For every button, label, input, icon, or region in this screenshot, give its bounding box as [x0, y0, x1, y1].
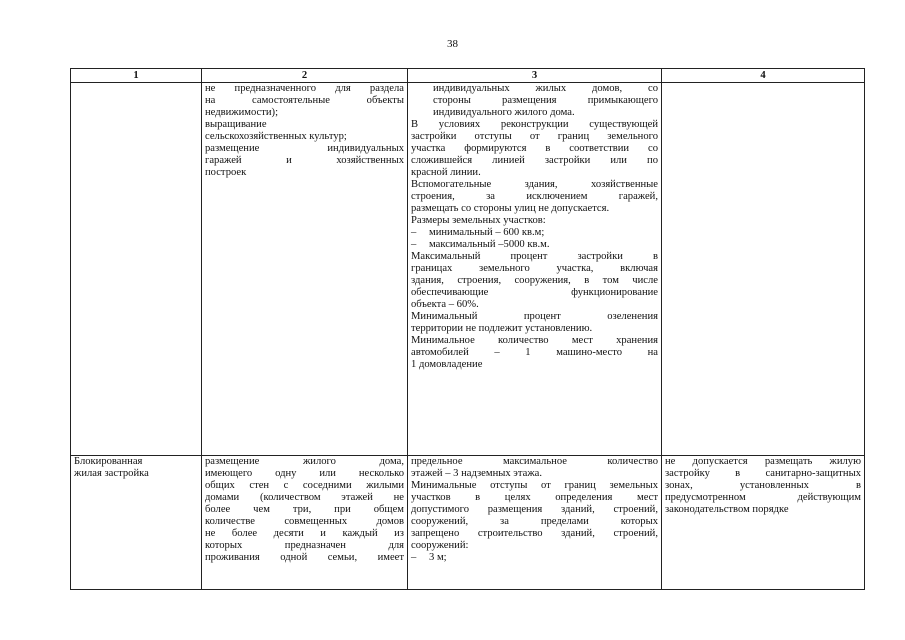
text-line: не предназначенного для раздела: [205, 83, 404, 94]
text-line: размещение индивидуальных: [205, 143, 404, 154]
text-line: недвижимости);: [205, 107, 279, 118]
row2-col3-cell: [408, 456, 662, 590]
min-greenery-paragraph: [411, 311, 658, 335]
text-line: 1 домовладение: [411, 359, 483, 370]
text-line: участков в целях определения мест: [411, 492, 658, 503]
text-line: зонах, установленных в: [665, 480, 861, 491]
max-building-percent-paragraph: [411, 251, 658, 311]
dash-marker: –: [411, 239, 417, 250]
text-line: более чем три, при общем: [205, 504, 404, 515]
table-header-row: [71, 69, 865, 83]
text-line: индивидуального жилого дома.: [433, 107, 575, 118]
text-line: Вспомогательные здания, хозяйственные: [411, 179, 658, 190]
text-line: Минимальный процент озеленения: [411, 311, 658, 322]
text-line: не допускается размещать жилую: [665, 456, 861, 467]
header-col-2: 2: [202, 69, 408, 83]
text-line: участка формируются в соответствии со: [411, 143, 658, 154]
text-line: законодательством порядке: [665, 504, 789, 515]
text-line: обеспечивающие функционирование: [411, 287, 658, 298]
text-line: застройку в санитарно-защитных: [665, 468, 861, 479]
reconstruction-paragraph: [411, 119, 658, 179]
text-line: количестве совмещенных домов: [205, 516, 404, 527]
list-item: [411, 227, 658, 239]
neighbor-setback-paragraph: [411, 83, 658, 119]
list-item-text: максимальный –5000 кв.м.: [429, 239, 550, 250]
text-line: сооружений, за пределами которых: [411, 516, 658, 527]
list-item-text: 3 м;: [429, 552, 447, 563]
text-line: размещать со стороны улиц не допускается.: [411, 203, 610, 214]
plot-sizes-paragraph: [411, 215, 658, 251]
dash-marker: –: [411, 552, 417, 563]
text-line: застройки отступы от границ земельного: [411, 131, 658, 142]
row1-col3-cell: [408, 83, 662, 456]
list-item: [411, 552, 658, 564]
text-line: этажей – 3 надземных этажа.: [411, 468, 542, 479]
text-line: объекта – 60%.: [411, 299, 479, 310]
zone-name-line: жилая застройка: [74, 468, 149, 479]
text-line: строения, за исключением гаражей,: [411, 191, 658, 202]
plot-sizes-title: Размеры земельных участков:: [411, 215, 546, 226]
text-line: построек: [205, 167, 247, 178]
text-line: сельскохозяйственных культур;: [205, 131, 347, 142]
text-line: предусмотренном действующим: [665, 492, 861, 503]
header-col-3: 3: [408, 69, 662, 83]
list-item-text: минимальный – 600 кв.м;: [429, 227, 545, 238]
table-row: [71, 456, 865, 590]
text-line: домами (количеством этажей не: [205, 492, 404, 503]
min-parking-paragraph: [411, 335, 658, 371]
text-line: проживания одной семьи, имеет: [205, 552, 404, 563]
text-line: территории не подлежит установлению.: [411, 323, 593, 334]
text-line: Минимальное количество мест хранения: [411, 335, 658, 346]
text-line: границах земельного участка, включая: [411, 263, 658, 274]
dash-marker: –: [411, 227, 417, 238]
text-line: сложившейся линией застройки или по: [411, 155, 658, 166]
text-line: Минимальные отступы от границ земельных: [411, 480, 658, 491]
text-line: гаражей и хозяйственных: [205, 155, 404, 166]
row1-col1-cell: [71, 83, 202, 456]
text-line: предельное максимальное количество: [411, 456, 658, 467]
row2-col2-cell: [202, 456, 408, 590]
text-line: Максимальный процент застройки в: [411, 251, 658, 262]
list-item: [411, 239, 658, 251]
text-line: сооружений:: [411, 540, 469, 551]
table-row: [71, 83, 865, 456]
text-line: стороны размещения примыкающего: [433, 95, 658, 106]
page-number: 38: [447, 38, 458, 50]
text-line: выращивание: [205, 119, 267, 130]
text-line: индивидуальных жилых домов, со: [433, 83, 658, 94]
text-line: не более десяти и каждый из: [205, 528, 404, 539]
text-line: которых предназначен для: [205, 540, 404, 551]
max-floors-paragraph: [411, 456, 658, 480]
text-line: имеющего одну или несколько: [205, 468, 404, 479]
text-line: допустимого размещения зданий, строений,: [411, 504, 658, 515]
header-col-4: 4: [662, 69, 865, 83]
text-line: размещение жилого дома,: [205, 456, 404, 467]
text-line: В условиях реконструкции существующей: [411, 119, 658, 130]
zone-name-line: Блокированная: [74, 456, 143, 467]
text-line: красной линии.: [411, 167, 481, 178]
row1-col2-cell: [202, 83, 408, 456]
row1-col4-cell: [662, 83, 865, 456]
row2-col1-cell: [71, 456, 202, 590]
header-col-1: 1: [71, 69, 202, 83]
text-line: общих стен с соседними жилыми: [205, 480, 404, 491]
zoning-table: [70, 68, 865, 590]
text-line: на самостоятельные объекты: [205, 95, 404, 106]
text-line: автомобилей – 1 машино-место на: [411, 347, 658, 358]
text-line: здания, строения, сооружения, в том числе: [411, 275, 658, 286]
auxiliary-buildings-paragraph: [411, 179, 658, 215]
min-setbacks-paragraph: [411, 480, 658, 564]
text-line: запрещено строительство зданий, строений,: [411, 528, 658, 539]
row2-col4-cell: [662, 456, 865, 590]
